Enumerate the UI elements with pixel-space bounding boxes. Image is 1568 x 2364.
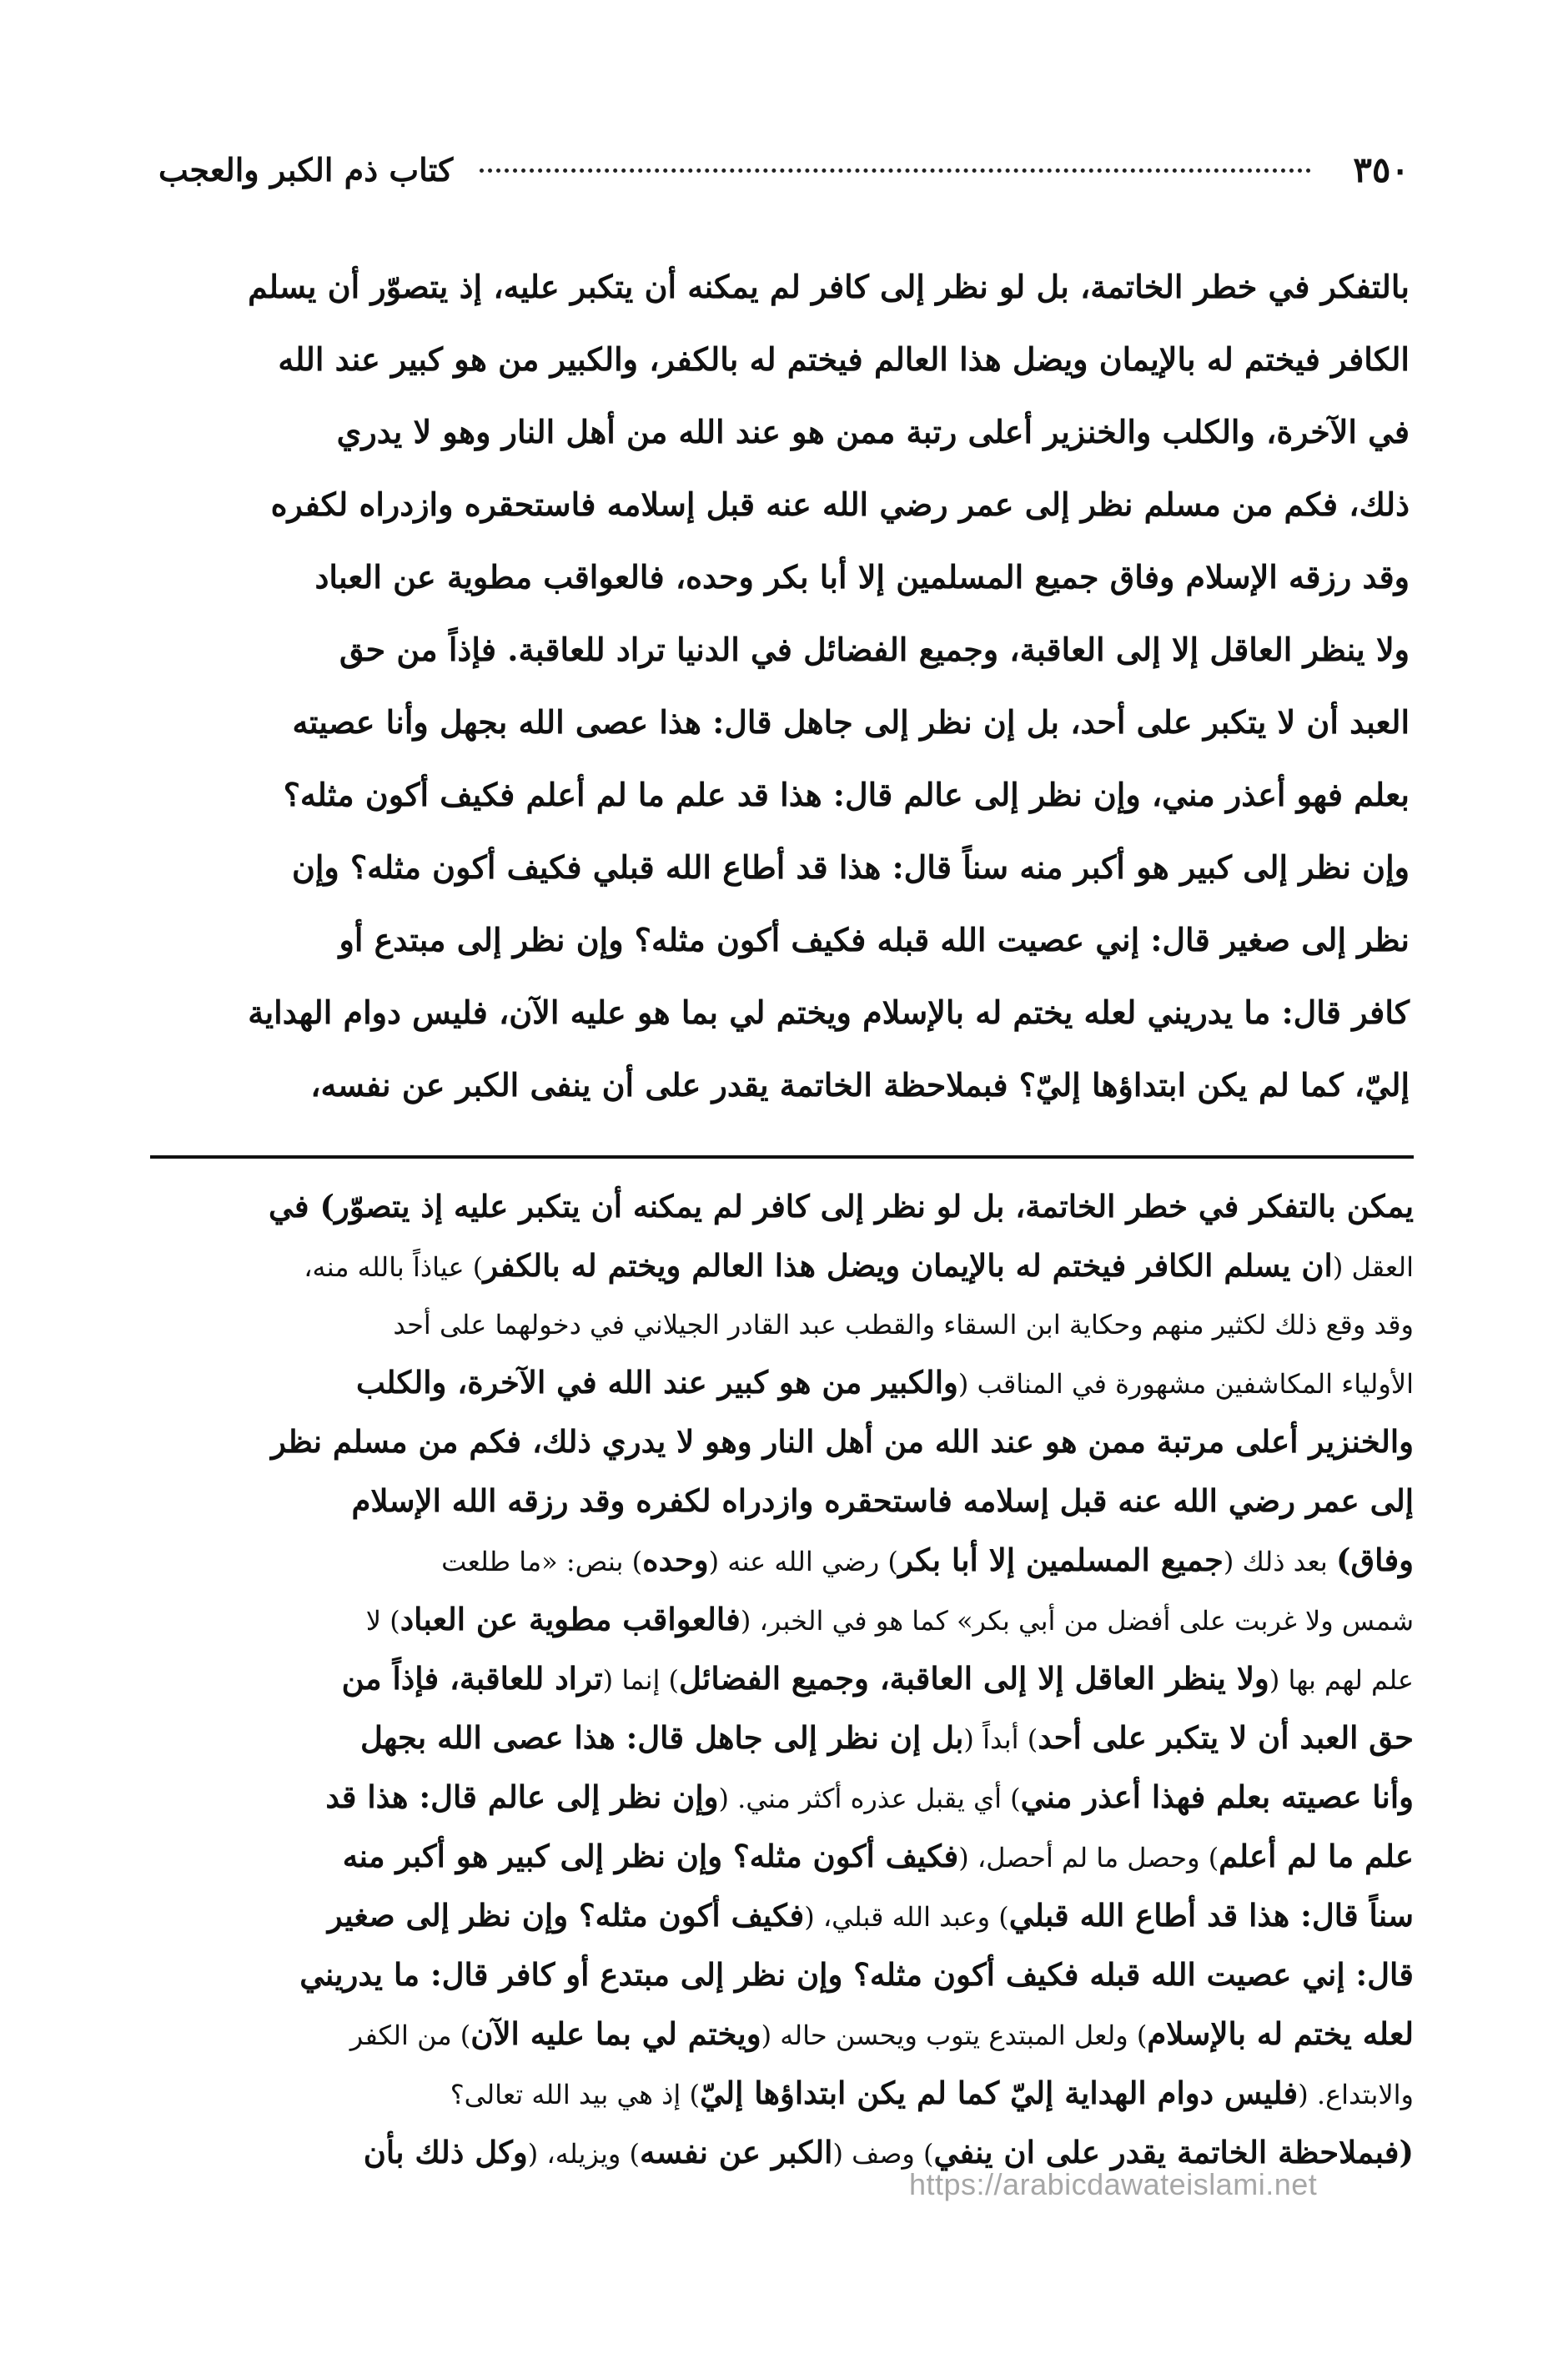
commentary-text-segment: والابتداع. ( — [1298, 2079, 1414, 2110]
quoted-text-segment: وأنا عصيته بعلم فهذا أعذر مني — [1020, 1778, 1414, 1815]
quoted-text-segment: فالعواقب مطوية عن العباد — [400, 1601, 741, 1637]
quoted-text-segment: فكيف أكون مثله؟ وإن نظر إلى صغير — [327, 1897, 805, 1934]
commentary-text-segment: شمس ولا غربت على أفضل من أبي بكر» كما هو في الخبر، ( — [740, 1605, 1414, 1637]
quoted-text-segment: علم ما لم أعلم — [1219, 1838, 1414, 1874]
quoted-text-segment: وإن نظر إلى عالم قال: هذا قد — [325, 1778, 719, 1815]
main-text-line: إليّ، كما لم يكن ابتداؤها إليّ؟ فبملاحظة الخاتمة يقدر على أن ينفى الكبر عن نفسه، — [310, 1066, 1410, 1104]
main-text-line: ولا ينظر العاقل إلا إلى العاقبة، وجميع الفضائل في الدنيا تراد للعاقبة. فإذاً من حق — [339, 631, 1410, 668]
main-text-line: العبد أن لا يتكبر على أحد، بل إن نظر إلى جاهل قال: هذا عصى الله بجهل وأنا عصيته — [292, 703, 1410, 741]
commentary-line — [150, 2005, 1414, 2065]
commentary-line — [150, 1650, 1414, 1709]
commentary-line — [150, 1591, 1414, 1650]
commentary-text-segment: ) وحصل ما لم أحصل، ( — [958, 1842, 1219, 1874]
commentary-text-segment: ) إنما ( — [602, 1664, 680, 1696]
header-dotted-leader — [480, 160, 1311, 173]
main-text-line: نظر إلى صغير قال: إني عصيت الله قبله فكيف أكون مثله؟ وإن نظر إلى مبتدع أو — [339, 921, 1410, 958]
commentary-line — [150, 1472, 1414, 1532]
commentary-text-segment: علم لهم بها ( — [1269, 1664, 1414, 1696]
main-text-line: بالتفكر في خطر الخاتمة، بل لو نظر إلى كافر لم يمكنه أن يتكبر عليه، إذ يتصوّر أن يسلم — [248, 268, 1410, 305]
quoted-text-segment: وكل ذلك بأن — [363, 2134, 528, 2170]
quoted-text-segment: حق العبد أن لا يتكبر على أحد — [1038, 1719, 1414, 1756]
quoted-text-segment: والخنزير أعلى مرتبة ممن هو عند الله من أهل النار وهو لا يدري ذلك، فكم من مسلم نظر — [270, 1423, 1414, 1460]
main-text-line: الكافر فيختم له بالإيمان ويضل هذا العالم فيختم له بالكفر، والكبير من هو كبير عند الله — [278, 340, 1410, 378]
quoted-text-segment: ان يسلم الكافر فيختم له بالإيمان ويضل هذا العالم ويختم له بالكفر — [483, 1247, 1333, 1284]
commentary-line — [150, 1532, 1414, 1591]
commentary-text-segment: ) أي يقبل عذره أكثر مني. ( — [718, 1783, 1021, 1814]
commentary-line — [150, 1887, 1414, 1946]
commentary-line — [150, 1709, 1414, 1768]
quoted-text-segment: وفاق) — [1335, 1542, 1414, 1578]
commentary-text-segment: ) رضي الله عنه ( — [708, 1546, 898, 1577]
commentary-line — [150, 1178, 1414, 1237]
commentary-line — [150, 1946, 1414, 2005]
commentary-text-segment: ) إذ هي بيد الله تعالى؟ — [450, 2079, 700, 2110]
quoted-text-segment: (فبملاحظة الخاتمة يقدر على ان ينفي — [933, 2134, 1414, 2170]
quoted-text-segment: والكبير من هو كبير عند الله في الآخرة، والكلب — [355, 1364, 958, 1401]
commentary-text-segment: ) ويزيله، ( — [527, 2138, 641, 2170]
commentary-text-segment: وقد وقع ذلك لكثير منهم وحكاية ابن السقاء والقطب عبد القادر الجيلاني في دخولهما على أحد — [393, 1309, 1414, 1340]
quoted-text-segment: بل إن نظر إلى جاهل قال: هذا عصى الله بجهل — [359, 1719, 964, 1756]
main-text-line: ذلك، فكم من مسلم نظر إلى عمر رضي الله عنه قبل إسلامه فاستحقره وازدراه لكفره — [270, 485, 1410, 523]
commentary-text-segment: العقل ( — [1332, 1251, 1414, 1283]
quoted-text-segment: إلى عمر رضي الله عنه قبل إسلامه فاستحقره وازدراه لكفره وقد رزقه الله الإسلام — [351, 1482, 1414, 1519]
page-header — [158, 140, 1410, 199]
commentary-text-segment: ) لا — [365, 1605, 400, 1637]
commentary-body — [150, 1178, 1414, 2183]
commentary-text-segment: ) وصف ( — [832, 2138, 934, 2170]
commentary-text-segment: ) من الكفر — [349, 2019, 471, 2051]
main-text-line: وإن نظر إلى كبير هو أكبر منه سناً قال: هذا قد أطاع الله قبلي فكيف أكون مثله؟ وإن — [291, 848, 1410, 886]
commentary-text-segment: ) وعبد الله قبلي، ( — [804, 1901, 1009, 1933]
commentary-text-segment: ) أبداً ( — [963, 1723, 1038, 1755]
quoted-text-segment: تراد للعاقبة، فإذاً من — [341, 1660, 603, 1697]
quoted-text-segment: ويختم لي بما عليه الآن — [470, 2015, 761, 2052]
quoted-text-segment: ولا ينظر العاقل إلا إلى العاقبة، وجميع الفضائل — [679, 1660, 1269, 1697]
commentary-text-segment: الأولياء المكاشفين مشهورة في المناقب ( — [957, 1368, 1414, 1400]
quoted-text-segment: فكيف أكون مثله؟ وإن نظر إلى كبير هو أكبر منه — [342, 1838, 959, 1874]
watermark-url: https://arabicdawateislami.net — [909, 2167, 1318, 2201]
commentary-line — [150, 1296, 1414, 1354]
quoted-text-segment: سناً قال: هذا قد أطاع الله قبلي — [1008, 1897, 1414, 1934]
quoted-text-segment: الكبر عن نفسه — [640, 2134, 833, 2170]
main-text-line: بعلم فهو أعذر مني، وإن نظر إلى عالم قال: هذا قد علم ما لم أعلم فكيف أكون مثله؟ — [283, 776, 1410, 813]
commentary-text-segment: ) عياذاً بالله منه، — [304, 1251, 484, 1283]
commentary-line — [150, 1413, 1414, 1472]
commentary-line — [150, 1828, 1414, 1887]
commentary-line — [150, 1354, 1414, 1413]
commentary-text-segment: ) بنص: «ما طلعت — [441, 1546, 643, 1577]
page-number: ٣٥٠ — [1353, 148, 1410, 190]
quoted-text-segment: وحده — [642, 1542, 709, 1578]
main-text-line: في الآخرة، والكلب والخنزير أعلى رتبة ممن هو عند الله من أهل النار وهو لا يدري — [336, 413, 1410, 450]
commentary-text-segment: بعد ذلك ( — [1223, 1546, 1336, 1577]
commentary-line — [150, 2065, 1414, 2124]
quoted-text-segment: قال: إني عصيت الله قبله فكيف أكون مثله؟ وإن نظر إلى مبتدع أو كافر قال: ما يدريني — [299, 1956, 1414, 1993]
commentary-line — [150, 1237, 1414, 1296]
commentary-text-segment: ) ولعل المبتدع يتوب ويحسن حاله ( — [761, 2019, 1148, 2051]
main-text-body — [150, 250, 1410, 1121]
commentary-line — [150, 1768, 1414, 1828]
main-text-line: وقد رزقه الإسلام وفاق جميع المسلمين إلا أبا بكر وحده، فالعواقب مطوية عن العباد — [314, 558, 1410, 596]
quoted-text-segment: لعله يختم له بالإسلام — [1147, 2015, 1414, 2052]
quoted-text-segment: يمكن بالتفكر في خطر الخاتمة، بل لو نظر إلى كافر لم يمكنه أن يتكبر عليه إذ يتصوّر) في — [269, 1188, 1414, 1225]
quoted-text-segment: جميع المسلمين إلا أبا بكر — [897, 1542, 1224, 1578]
footnote-separator — [150, 1155, 1414, 1159]
main-text-line: كافر قال: ما يدريني لعله يختم له بالإسلام ويختم لي بما هو عليه الآن، فليس دوام الهداية — [248, 993, 1410, 1031]
book-title: كتاب ذم الكبر والعجب — [158, 150, 454, 189]
quoted-text-segment: فليس دوام الهداية إليّ كما لم يكن ابتداؤها إليّ — [699, 2075, 1299, 2111]
